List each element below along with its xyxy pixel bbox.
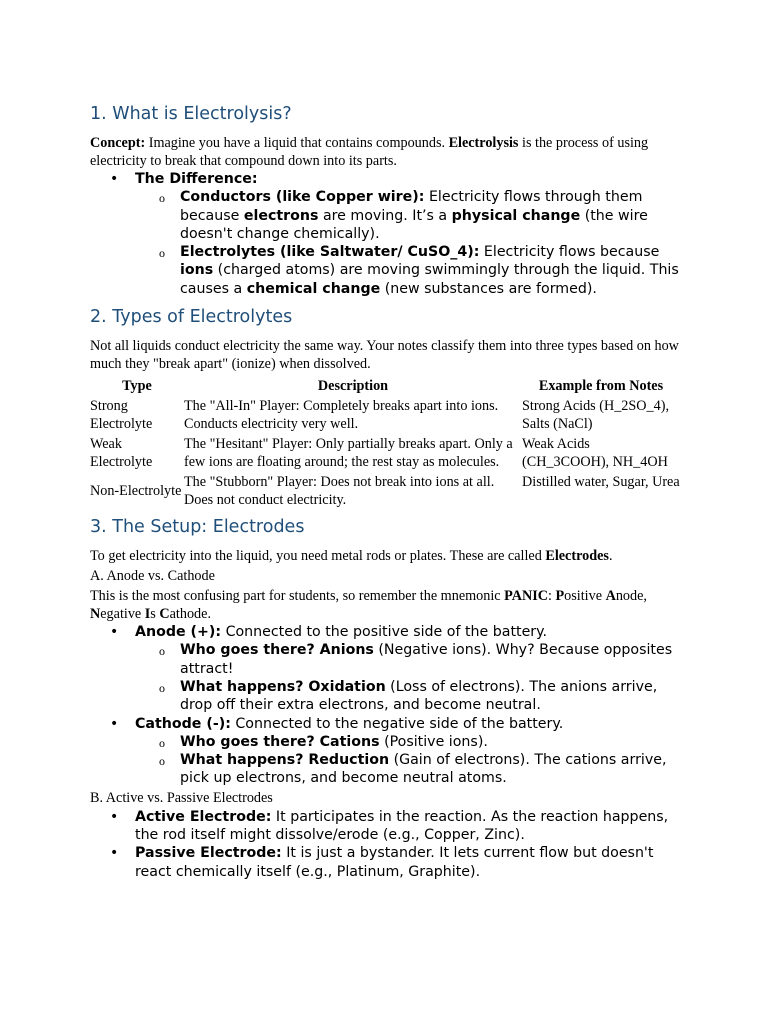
concept-paragraph [90, 134, 690, 170]
cathode-what-text: (Gain of electrons). The cations arrive, pick up electrons, and become neutral atoms. [180, 752, 667, 787]
mnemonic-paragraph [90, 587, 690, 623]
bullet-disc: • [110, 845, 119, 862]
electrodes-intro-a: To get electricity into the liquid, you need metal rods or plates. These are called [90, 548, 546, 565]
list-item-cathode [90, 715, 690, 788]
list-item-conductors [135, 188, 690, 243]
table-cell-example: Strong Acids (H_2SO_4), Salts (NaCl) [522, 398, 670, 433]
list-item-anode-what [135, 678, 690, 715]
active-text: It participates in the reaction. As the reaction happens, the rod itself might dissolve/erode (e.g., Copper, Zinc). [135, 808, 669, 844]
anode-what-label: What happens? Oxidation [180, 678, 386, 695]
concept-text-b: is the process of using electricity to break that compound down into its parts. [90, 135, 649, 169]
electrolyte-types-table [90, 377, 680, 509]
bullet-circle: o [159, 680, 165, 695]
difference-label: The Difference: [135, 171, 258, 187]
mnemonic-text-a: This is the most confusing part for students, so remember the mnemonic [90, 588, 505, 605]
mnemonic-word-anode: node, [615, 588, 647, 605]
list-item-electrolytes [135, 243, 690, 298]
table-cell-description: The "All-In" Player: Completely breaks apart into ions. Conducts electricity very well. [184, 398, 499, 433]
bullet-disc: • [110, 624, 119, 641]
table-cell-example: Distilled water, Sugar, Urea [522, 474, 680, 491]
mnemonic-letter-n: N [90, 606, 101, 623]
table-header-type: Type [122, 378, 152, 395]
electrodes-intro-b: . [608, 548, 613, 565]
mnemonic-word-is: s [150, 606, 160, 623]
electrolytes-text-b: (charged atoms) are moving swimmingly through the liquid. This causes a [180, 262, 679, 297]
list-item-anode-who [135, 641, 690, 678]
passive-text: It is just a bystander. It lets current flow but doesn't react chemically itself (e.g., Platinum, Graphite). [135, 845, 654, 880]
concept-text-a: Imagine you have a liquid that contains compounds. [145, 135, 449, 151]
mnemonic-letter-p: P [555, 588, 565, 605]
bullet-circle: o [159, 735, 165, 750]
concept-bold: Electrolysis [448, 135, 519, 151]
subheading-a: A. Anode vs. Cathode [90, 568, 215, 585]
anode-who-label: Who goes there? Anions [180, 642, 374, 659]
document-page [90, 100, 690, 881]
difference-sublist [135, 188, 690, 298]
section-2-heading: 2. Types of Electrolytes [90, 307, 293, 328]
mnemonic-bold: PANIC [504, 588, 548, 605]
list-item-cathode-what [135, 751, 690, 788]
mnemonic-text-b: : [548, 588, 556, 605]
anode-who-text: (Negative ions). Why? Because opposites attract! [180, 642, 673, 677]
cathode-who-label: Who goes there? Cations [180, 733, 380, 750]
subheading-b: B. Active vs. Passive Electrodes [90, 789, 273, 806]
cathode-who-text: (Positive ions). [379, 733, 488, 750]
mnemonic-letter-i: I [144, 606, 151, 623]
mnemonic-letter-c: C [159, 606, 170, 623]
list-item-active [90, 808, 690, 845]
bullet-disc: • [110, 808, 119, 825]
table-cell-description: The "Stubborn" Player: Does not break into ions at all. Does not conduct electricity. [184, 474, 495, 509]
list-item-anode [90, 623, 690, 714]
electrolytes-label: Electrolytes (like Saltwater/ CuSO_4): [180, 244, 480, 261]
bullet-disc: • [110, 715, 119, 732]
cathode-text: Connected to the negative side of the battery. [230, 715, 564, 732]
conductors-bold-b: physical change [451, 207, 581, 224]
table-cell-description: The "Hesitant" Player: Only partially breaks apart. Only a few ions are floating around; the rest stay as molecules. [184, 436, 513, 471]
conductors-bold-a: electrons [243, 207, 319, 224]
table-row [90, 395, 680, 433]
cathode-sublist [135, 733, 690, 788]
table-row [90, 433, 680, 471]
list-item-difference [90, 170, 690, 298]
electrodes-intro [90, 547, 690, 565]
mnemonic-letter-a: A [605, 588, 616, 605]
table-header-row [90, 377, 680, 395]
table-cell-type: Non-Electrolyte [90, 483, 182, 500]
conductors-text-c: (the wire doesn't change chemically). [180, 207, 648, 242]
table-header-description: Description [317, 378, 389, 395]
list-item-passive [90, 844, 690, 881]
concept-label: Concept: [90, 135, 146, 151]
table-cell-type: Strong Electrolyte [90, 398, 153, 433]
electrolytes-text-a: Electricity flows because [479, 244, 660, 261]
table-cell-example: Weak Acids (CH_3COOH), NH_4OH [522, 436, 668, 471]
list-item-cathode-who [135, 733, 690, 751]
electrolytes-text-c: (new substances are formed). [380, 280, 597, 297]
table-header-example: Example from Notes [538, 378, 664, 395]
electrolytes-intro: Not all liquids conduct electricity the same way. Your notes classify them into three types based on how much they "break apart" (ionize) when dissolved. [90, 338, 679, 373]
anode-cathode-list [90, 623, 690, 788]
passive-label: Passive Electrode: [135, 845, 282, 862]
mnemonic-word-positive: ositive [564, 588, 606, 605]
cathode-label: Cathode (-): [135, 715, 231, 732]
table-cell-type: Weak Electrolyte [90, 436, 153, 471]
bullet-disc: • [110, 171, 119, 187]
mnemonic-word-cathode: athode. [169, 606, 211, 623]
electrodes-intro-bold: Electrodes [545, 548, 609, 565]
anode-text: Connected to the positive side of the battery. [221, 624, 548, 641]
bullet-circle: o [159, 754, 165, 769]
cathode-what-label: What happens? Reduction [180, 752, 390, 769]
electrolytes-bold-a: ions [180, 262, 214, 279]
bullet-circle: o [159, 644, 165, 659]
anode-label: Anode (+): [135, 624, 222, 641]
active-label: Active Electrode: [135, 808, 272, 825]
section-1-heading: 1. What is Electrolysis? [90, 104, 292, 124]
anode-what-text: (Loss of electrons). The anions arrive, drop off their extra electrons, and become neutral. [180, 678, 658, 714]
mnemonic-word-negative: egative [100, 606, 145, 623]
electrolytes-bold-b: chemical change [246, 280, 381, 297]
bullet-circle: o [159, 191, 165, 206]
bullet-circle: o [159, 246, 165, 261]
conductors-label: Conductors (like Copper wire): [180, 189, 425, 206]
difference-list [90, 170, 690, 298]
conductors-text-a: Electricity flows through them because [180, 189, 643, 224]
conductors-text-b: are moving. It’s a [318, 207, 452, 224]
active-passive-list [90, 808, 690, 881]
anode-sublist [135, 641, 690, 714]
section-3-heading: 3. The Setup: Electrodes [90, 517, 305, 538]
table-row [90, 471, 680, 509]
